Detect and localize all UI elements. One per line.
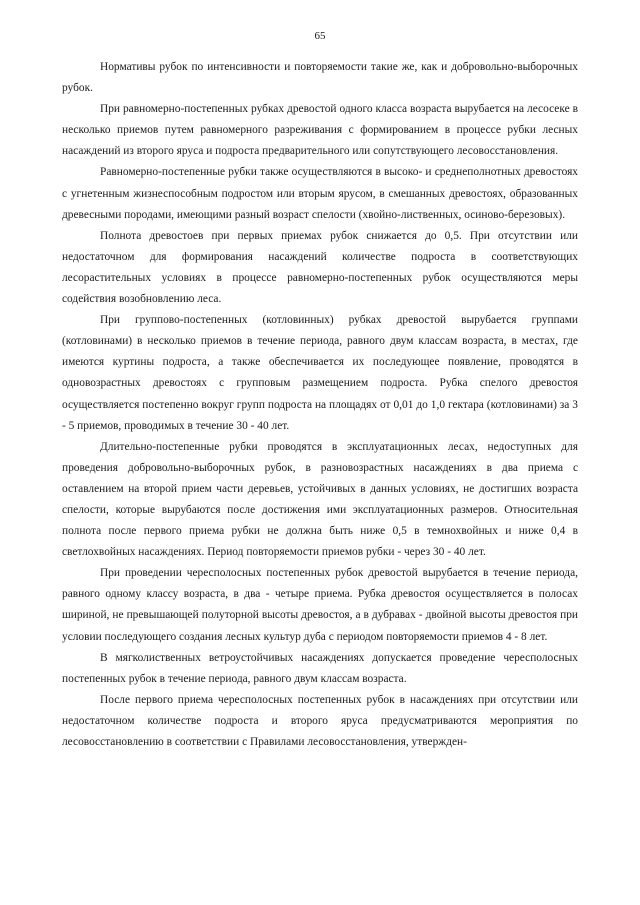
paragraph-7: При проведении чересполосных постепенных рубок древостой вырубается в течение периода, равного одному классу возраста, в два - четыре приема. Рубка древостоя осуществляется в полосах шириной, не превышающей полуторной высоты древостоя, а в дубравах - двойной высоты древостоя при условии последующего создания лесных культур дуба с периодом повторяемости приемов 4 - 8 лет. (62, 567, 578, 643)
document-body (62, 57, 578, 753)
paragraph-8: В мягколиственных ветроустойчивых насаждениях допускается проведение чересполосных постепенных рубок в течение периода, равного двум классам возраста. (62, 651, 578, 685)
paragraph-9: После первого приема чересполосных постепенных рубок в насаждениях при отсутствии или недостаточном количестве подроста и второго яруса предусматриваются мероприятия по лесовосстановлению в соответствии с Правилами лесовосстановления, утвержден- (62, 693, 578, 748)
paragraph-1: Нормативы рубок по интенсивности и повторяемости такие же, как и добровольно-выборочных рубок. (62, 61, 578, 95)
paragraph-5: При группово-постепенных (котловинных) рубках древостой вырубается группами (котловинами) в несколько приемов в течение периода, равного двум классам возраста, в местах, где имеются куртины подроста, а также обеспечивается их последующее появление, проводятся в одновозрастных древостоях с групповым размещением подроста. Рубка спелого древостоя осуществляется постепенно вокруг групп подроста на площадях от 0,01 до 1,0 гектара (котловинами) за 3 - 5 приемов, проводимых в течение 30 - 40 лет. (62, 314, 578, 432)
paragraph-4: Полнота древостоев при первых приемах рубок снижается до 0,5. При отсутствии или недостаточном для формирования насаждений количестве подроста в соответствующих лесорастительных условиях в процессе равномерно-постепенных рубок осуществляются меры содействия возобновлению леса. (62, 229, 578, 306)
page-number: 65 (314, 30, 326, 42)
paragraph-2: При равномерно-постепенных рубках древостой одного класса возраста вырубается на лесосеке в несколько приемов путем равномерного разреживания с формированием в процессе рубки лесных насаждений из второго яруса и подроста предварительного или сопутствующего лесовосстановления. (62, 103, 578, 158)
paragraph-3: Равномерно-постепенные рубки также осуществляются в высоко- и среднеполнотных древостоях с угнетенным жизнеспособным подростом или вторым ярусом, в смешанных древостоях, образованных древесными породами, имеющими разный возраст спелости (хвойно-лиственных, осиново-березовых). (62, 166, 578, 221)
paragraph-6: Длительно-постепенные рубки проводятся в эксплуатационных лесах, недоступных для проведения добровольно-выборочных рубок, в разновозрастных насаждениях в два приема с оставлением на второй прием части деревьев, устойчивых в данных условиях, не достигших возраста спелости, которые вырубаются после достижения ими эксплуатационных размеров. Относительная полнота после первого приема рубки не должна быть ниже 0,5 в темнохвойных и ниже 0,4 в светлохвойных насаждениях. Период повторяемости приемов рубки - через 30 - 40 лет. (62, 440, 578, 559)
